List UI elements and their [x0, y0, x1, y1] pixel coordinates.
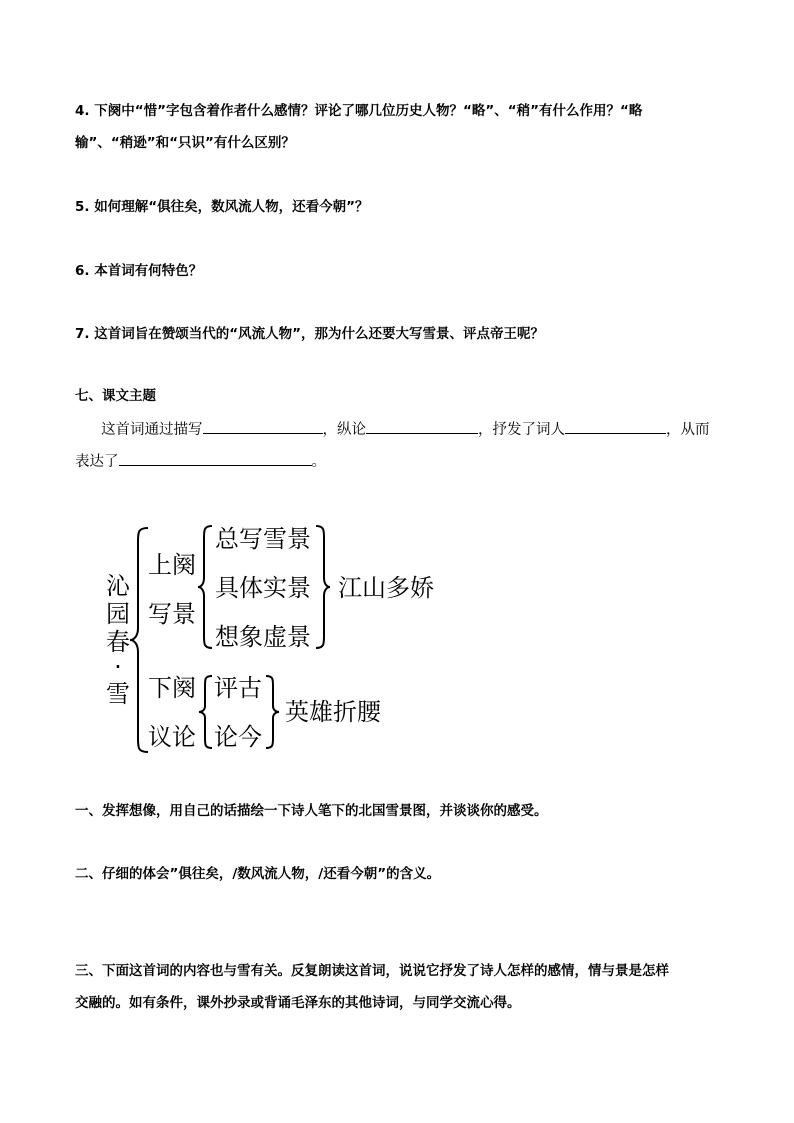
lower-item-2: 论今	[214, 723, 262, 751]
exercise-3-line-1: 三、下面这首词的内容也与雪有关。反复朗读这首词，说说它抒发了诗人怎样的感情，情与景是怎样	[75, 963, 669, 979]
theme-line-1	[101, 415, 710, 445]
diagram-title-char-1: 沁	[106, 572, 130, 600]
theme-line-2	[75, 447, 326, 477]
exercise-1: 一、发挥想像，用自己的话描绘一下诗人笔下的北国雪景图，并谈谈你的感受。	[75, 803, 548, 819]
lower-result-brace	[266, 676, 279, 748]
question-4-line-1: 4. 下阕中“惜”字包含着作者什么感情？评论了哪几位历史人物？“略”、“稍”有什么作用？“略	[75, 103, 643, 119]
upper-items-brace	[198, 526, 212, 648]
diagram-title-char-5: 雪	[106, 680, 130, 708]
upper-result: 江山多娇	[338, 574, 434, 602]
diagram-title-char-3: 春	[106, 628, 130, 656]
structure-diagram	[0, 500, 794, 770]
diagram-title-char-2: 园	[106, 600, 130, 628]
theme-text-4: ，从而	[666, 422, 710, 438]
fill-blank-3[interactable]	[565, 415, 666, 434]
exercise-3-line-2: 交融的。如有条件，课外抄录或背诵毛泽东的其他诗词，与同学交流心得。	[75, 995, 521, 1011]
upper-result-brace	[316, 526, 330, 648]
question-6: 6. 本首词有何特色？	[75, 263, 203, 279]
fill-blank-2[interactable]	[366, 415, 478, 434]
lower-items-brace	[199, 676, 212, 748]
lower-label-1: 下阕	[148, 674, 196, 702]
section-title-theme: 七、课文主题	[75, 388, 156, 404]
lower-label-2: 议论	[148, 723, 196, 751]
exercise-2: 二、仔细的体会”俱往矣，/数风流人物，/还看今朝”的含义。	[75, 866, 441, 882]
question-4-line-2: 输”、“稍逊”和“只识”有什么区别？	[75, 135, 295, 151]
theme-text-6: 。	[311, 454, 326, 470]
question-7: 7. 这首词旨在赞颂当代的“风流人物”，那为什么还要大写雪景、评点帝王呢？	[75, 326, 544, 342]
upper-item-1: 总写雪景	[215, 525, 311, 553]
diagram-title-char-4: ·	[114, 653, 122, 681]
upper-label-2: 写景	[148, 600, 196, 628]
main-brace	[130, 528, 148, 752]
lower-result: 英雄折腰	[285, 698, 381, 726]
fill-blank-4[interactable]	[119, 447, 312, 466]
theme-text-5: 表达了	[75, 454, 119, 470]
upper-item-3: 想象虚景	[215, 623, 311, 651]
theme-text-2: ，纵论	[322, 422, 366, 438]
fill-blank-1[interactable]	[203, 415, 323, 434]
lower-item-1: 评古	[214, 674, 262, 702]
upper-label-1: 上阕	[148, 551, 196, 579]
question-5: 5. 如何理解“俱往矣，数风流人物，还看今朝”？	[75, 199, 369, 215]
theme-text-3: ，抒发了词人	[478, 422, 565, 438]
upper-item-2: 具体实景	[215, 574, 311, 602]
theme-text-1: 这首词通过描写	[101, 422, 203, 438]
